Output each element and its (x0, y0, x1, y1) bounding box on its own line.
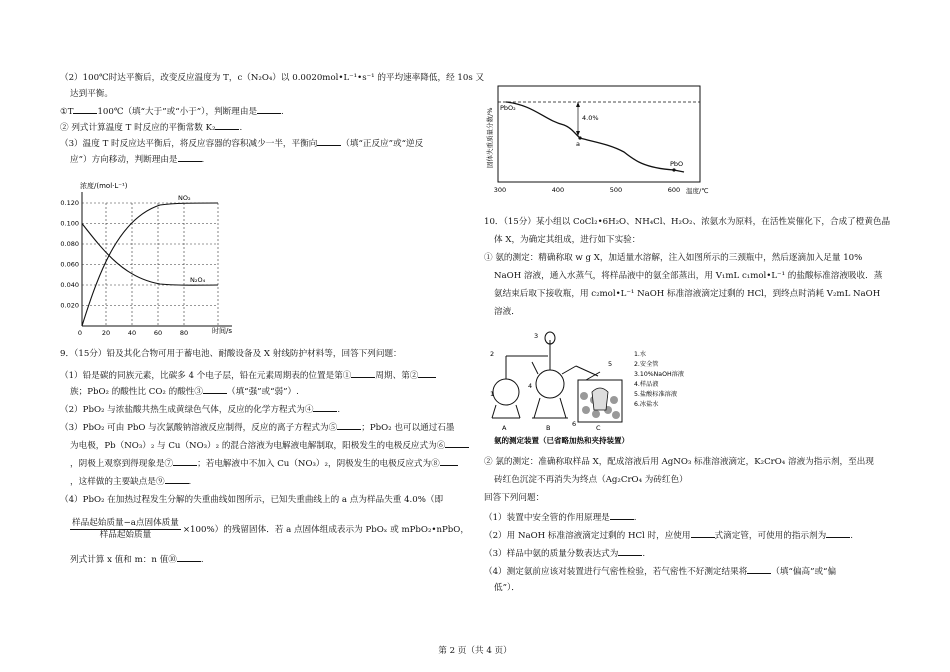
concentration-chart (60, 178, 250, 336)
legend-item: 2.安全管 (634, 361, 659, 368)
q3-line1: （3）温度 T 时反应达平衡后，将反应容器的容积减少一半，平衡向 （填“正反应”或“逆反 (60, 136, 423, 150)
receiver-flask (592, 388, 608, 410)
no2-label: NO₂ (178, 194, 191, 202)
svg-text:浓度/(mol·L⁻¹): 浓度/(mol·L⁻¹) (80, 182, 128, 190)
q10-s3: （3）样品中氨的质量分数表达式为 . (484, 546, 645, 560)
x-tick: 600 (667, 186, 681, 194)
q9-3-line2: 为电极，Pb（NO₃）₂ 与 Cu（NO₃）₂ 的混合溶液为电解液电解制取，阳极发生的电极反应式为⑥ (70, 438, 469, 452)
answer-blank[interactable] (418, 368, 436, 378)
y-tick: 0.120 (60, 199, 79, 207)
q9-3-line4: ，这样做的主要缺点是⑨ . (70, 474, 191, 488)
q2-line1: （2）100℃时达平衡后，改变反应温度为 T，c（N₂O₄）以 0.0020mol•L⁻¹•s⁻¹ 的平均速率降低，经 10s 又 (60, 73, 485, 83)
flask-a (493, 379, 519, 405)
q10-1-line3: 氨结束后取下接收瓶，用 c₂mol•L⁻¹ NaOH 标准溶液滴定过剩的 HCl，到终点时消耗 V₂mL NaOH (494, 289, 881, 299)
apparatus-number: 4 (528, 382, 533, 390)
q10-s2: （2）用 NaOH 标准溶液滴定过剩的 HCl 时，应使用 式滴定管，可使用的指示剂为 . (484, 528, 853, 542)
y-axis-label: 固体失重质量分数/% (486, 107, 494, 168)
y-axis-label (80, 181, 128, 190)
x-tick: 80 (179, 329, 189, 336)
q10-title: 10．（15分）某小组以 CoCl₂•6H₂O、NH₄Cl、H₂O₂、浓氨水为原料，在活性炭催化下，合成了橙黄色晶 (484, 217, 891, 227)
apparatus-label: A (502, 424, 507, 432)
q9-3-line1: （3）PbO₂ 可由 PbO 与次氯酸钠溶液反应制得，反应的离子方程式为⑤ ；PbO₂ 也可以通过石墨 (60, 420, 454, 434)
q2-item2: ② 列式计算温度 T 时反应的平衡常数 K₂ . (60, 120, 242, 134)
flask-b (536, 370, 564, 398)
answer-blank[interactable] (445, 438, 469, 448)
apparatus-label: B (546, 424, 551, 432)
answer-blank[interactable] (337, 420, 361, 430)
answer-blank[interactable] (313, 402, 337, 412)
legend-item: 6.冰盐水 (634, 401, 659, 408)
apparatus-diagram (488, 326, 708, 448)
arrow-up-icon (576, 102, 580, 107)
x-tick: 300 (493, 186, 507, 194)
apparatus-label: C (596, 424, 601, 432)
answer-blank[interactable] (215, 120, 239, 130)
answer-blank[interactable] (177, 552, 201, 562)
legend-item: 4.样品液 (634, 381, 659, 388)
q10-s4-line1: （4）测定氨前应该对装置进行气密性检验，若气密性不好测定结果将 （填“偏高”或“偏 (484, 564, 836, 578)
answer-blank[interactable] (747, 564, 771, 574)
q10-s1: （1）装置中安全管的作用原理是 . (484, 510, 637, 524)
q10-ask: 回答下列问题： (484, 493, 545, 503)
x-axis-label: 温度/℃ (686, 187, 709, 195)
q10-2-line2: 砖红色沉淀不再消失为终点（Ag₂CrO₄ 为砖红色） (494, 475, 688, 485)
apparatus-number: 6 (572, 420, 577, 428)
apparatus-number: 5 (608, 360, 613, 368)
apparatus-caption: 氨的测定装置（已省略加热和夹持装置） (494, 436, 629, 445)
mass-loss-chart (484, 80, 714, 200)
point-pbo (672, 168, 675, 171)
answer-blank[interactable] (203, 384, 227, 394)
q10-2-line1: ② 氯的测定：准确称取样品 X，配成溶液后用 AgNO₃ 标准溶液滴定，K₂CrO₄ 溶液为指示剂，至出现 (484, 457, 874, 467)
apparatus-number: 1 (490, 390, 495, 398)
answer-blank[interactable] (826, 528, 850, 538)
answer-blank[interactable] (317, 136, 341, 146)
q10-title2: 体 X，为确定其组成，进行如下实验： (494, 235, 641, 245)
answer-blank[interactable] (73, 104, 97, 114)
answer-blank[interactable] (165, 474, 189, 484)
q9-3-line3: ，阴极上观察到得现象是⑦ ；若电解液中不加入 Cu（NO₃）₂，阴极发生的电极反应式为⑧ (70, 456, 458, 470)
apparatus-number: 3 (534, 332, 539, 340)
legend-item: 3.10%NaOH溶液 (634, 371, 684, 378)
q10-1-line2: NaOH 溶液，通入水蒸气，将样品液中的氨全部蒸出，用 V₁mL c₁mol•L⁻¹ 的盐酸标准溶液吸收．蒸 (494, 271, 883, 281)
answer-blank[interactable] (173, 456, 197, 466)
y-tick: 0.060 (60, 260, 79, 269)
n2o4-label: N₂O₄ (190, 276, 206, 284)
q10-1-line1: ① 氨的测定：精确称取 w g X，加适量水溶解，注入如图所示的三颈瓶中，然后逐滴加入足量 10% (484, 253, 863, 263)
x-axis-label: 时间/s (212, 327, 233, 335)
q9-4-line3: 列式计算 x 值和 m：n 值⑩ . (70, 552, 204, 566)
answer-blank[interactable] (691, 528, 715, 538)
y-tick: 0.100 (60, 219, 79, 228)
page-footer: 第 2 页（共 4 页） (438, 646, 512, 656)
x-tick: 0 (77, 329, 83, 336)
apparatus-number: 2 (490, 350, 495, 358)
x-tick: 400 (551, 186, 565, 194)
x-tick: 40 (127, 329, 137, 336)
mass-loss-curve (506, 102, 684, 172)
answer-blank[interactable] (257, 104, 281, 114)
q2-item1: ①T 100℃（填“大于”或“小于”），判断理由是 . (60, 104, 284, 118)
percent-label: 4.0% (582, 114, 599, 122)
pbo2-label: PbO₂ (500, 104, 516, 112)
pbo-label: PbO (670, 160, 684, 168)
answer-blank[interactable] (618, 546, 642, 556)
q2-line2: 达到平衡。 (70, 89, 113, 99)
y-tick: 0.080 (60, 240, 79, 248)
y-tick: 0.040 (60, 281, 79, 289)
q3-line2: 应”）方向移动，判断理由是 . (70, 152, 204, 166)
x-tick: 20 (101, 329, 111, 336)
legend-item: 1.水 (634, 351, 647, 358)
answer-blank[interactable] (440, 456, 458, 466)
q9-2: （2）PbO₂ 与浓盐酸共热生成黄绿色气体，反应的化学方程式为④ . (60, 402, 340, 416)
y-tick: 0.020 (60, 301, 79, 310)
mass-loss-fraction: $\frac{\text{样品起始质量−a点固体质量}}{\text{样品起始质量}}$ (72, 518, 179, 540)
grid (82, 203, 218, 326)
answer-blank[interactable] (178, 152, 202, 162)
q10-1-line4: 溶液． (494, 307, 520, 317)
q9-4-line2: $\frac{\text{样品起始质量−a点固体质量}}{\text{样品起始质量}}$ ×100%）的残留固体．若 a 点固体组成表示为 PbOₓ 或 mPbO₂•nPbO， (72, 518, 469, 540)
answer-blank[interactable] (610, 510, 634, 520)
x-tick: 500 (609, 186, 623, 194)
q9-title: 9．（15分）铅及其化合物可用于蓄电池、耐酸设备及 X 射线防护材料等，回答下列问题： (60, 349, 402, 359)
a-label: a (576, 140, 580, 148)
q10-s4-line2: 低”）． (494, 583, 520, 593)
x-tick: 60 (153, 329, 163, 336)
answer-blank[interactable] (351, 368, 375, 378)
q9-4-line1: （4）PbO₂ 在加热过程发生分解的失重曲线如图所示，已知失重曲线上的 a 点为样品失重 4.0%（即 (60, 495, 444, 505)
q9-1-line2: 族；PbO₂ 的酸性比 CO₂ 的酸性③ （填“强”或“弱”）. (70, 384, 299, 398)
q9-1-line1: （1）铅是碳的同族元素，比碳多 4 个电子层，铅在元素周期表的位置是第① 周期、第② (60, 368, 436, 382)
legend-item: 5.盐酸标准溶液 (634, 391, 678, 398)
